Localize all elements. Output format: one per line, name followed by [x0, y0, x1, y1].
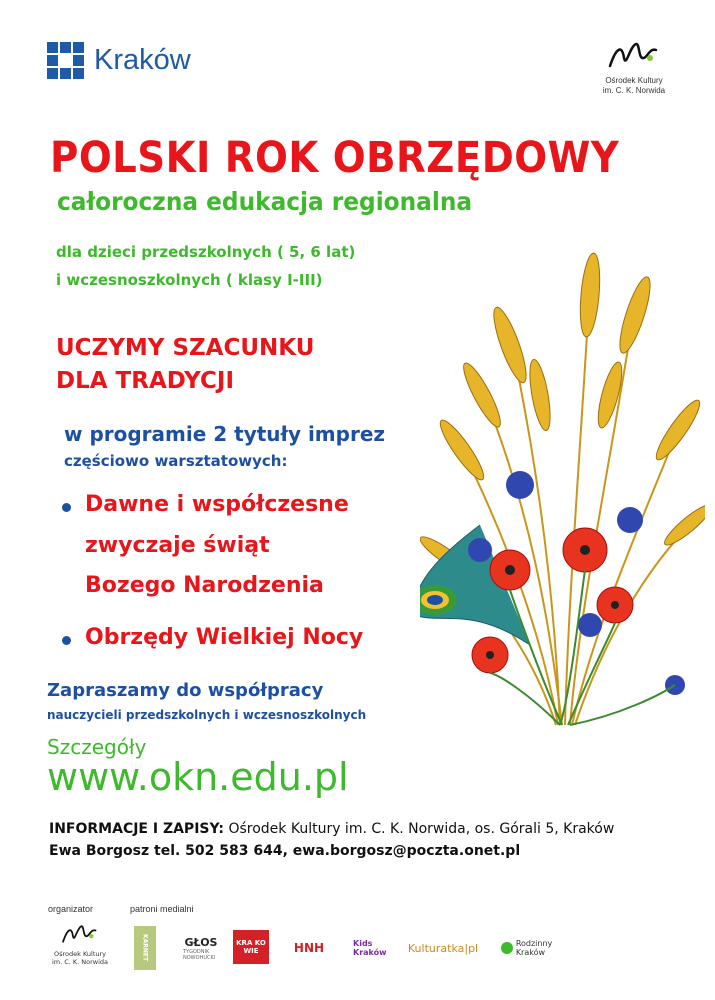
target-group-line2: i wczesnoszkolnych ( klasy I-III) — [56, 271, 323, 289]
organizer-line1: Ośrodek Kultury — [53, 950, 107, 958]
patron-glos-logo — [183, 928, 219, 968]
patron-rodzinny-text: Rodzinny Kraków — [515, 939, 553, 957]
motto-line2: DLA TRADYCJI — [56, 368, 235, 394]
program-line2: częściowo warsztatowych: — [64, 452, 288, 470]
event1-line2: zwyczaje świąt — [85, 533, 270, 558]
wheat-bouquet-illustration — [420, 225, 705, 765]
event1-line1: Dawne i współczesne — [85, 492, 349, 517]
contact-line: Ewa Borgosz tel. 502 583 644, ewa.borgosz@poczta.onet.pl — [49, 843, 521, 859]
info-label: INFORMACJE I ZAPISY: — [49, 821, 224, 837]
patron-kulturatka-logo: Kulturatka|pl — [407, 941, 479, 955]
patron-krakowie-logo: KRA KO WIE — [233, 930, 269, 964]
target-group-line1: dla dzieci przedszkolnych ( 5, 6 lat) — [56, 243, 356, 261]
grid-square-icon — [47, 42, 84, 79]
rodzinny-dot-icon — [501, 942, 513, 954]
patron-hnh-logo: HNH — [293, 941, 325, 955]
page-title: POLSKI ROK OBRZĘDOWY — [50, 133, 620, 183]
patron-glos-sub: TYGODNIK NOWOHUCKI — [183, 948, 216, 961]
invitation-line2: nauczycieli przedszkolnych i wczesnoszkolnych — [47, 708, 367, 722]
org-logo-line2: im. C. K. Norwida — [602, 86, 666, 95]
patron-rodzinny-logo — [501, 928, 583, 968]
organizer-label: organizator — [48, 904, 94, 914]
blue-dot-icon — [62, 503, 71, 512]
org-logo-line1: Ośrodek Kultury — [605, 76, 663, 85]
page-subtitle: całoroczna edukacja regionalna — [57, 187, 473, 216]
website-link[interactable]: www.okn.edu.pl — [47, 755, 349, 799]
info-address: Ośrodek Kultury im. C. K. Norwida, os. Górali 5, Kraków — [224, 821, 615, 837]
city-logo-text: Kraków — [94, 44, 191, 76]
patron-karnet-logo: KARNET — [134, 926, 156, 970]
motto-line1: UCZYMY SZACUNKU — [56, 335, 315, 361]
org-logo — [586, 38, 682, 96]
details-label: Szczegóły — [47, 735, 147, 759]
organizer-logo — [45, 922, 115, 966]
krakow-city-logo — [47, 42, 191, 79]
invitation-line1: Zapraszamy do współpracy — [47, 680, 324, 701]
event1-line3: Bozego Narodzenia — [85, 573, 324, 598]
event2-title: Obrzędy Wielkiej Nocy — [85, 625, 364, 650]
organizer-line2: im. C. K. Norwida — [51, 958, 109, 966]
program-line1: w programie 2 tytuły imprez — [64, 422, 386, 446]
signature-icon — [57, 922, 103, 946]
signature-icon — [604, 38, 664, 72]
patrons-label: patroni medialni — [130, 904, 194, 914]
patron-kids-logo: Kids Kraków — [353, 939, 387, 957]
patron-glos-title: GŁOS — [184, 935, 218, 949]
info-line — [49, 821, 614, 837]
blue-dot-icon — [62, 636, 71, 645]
